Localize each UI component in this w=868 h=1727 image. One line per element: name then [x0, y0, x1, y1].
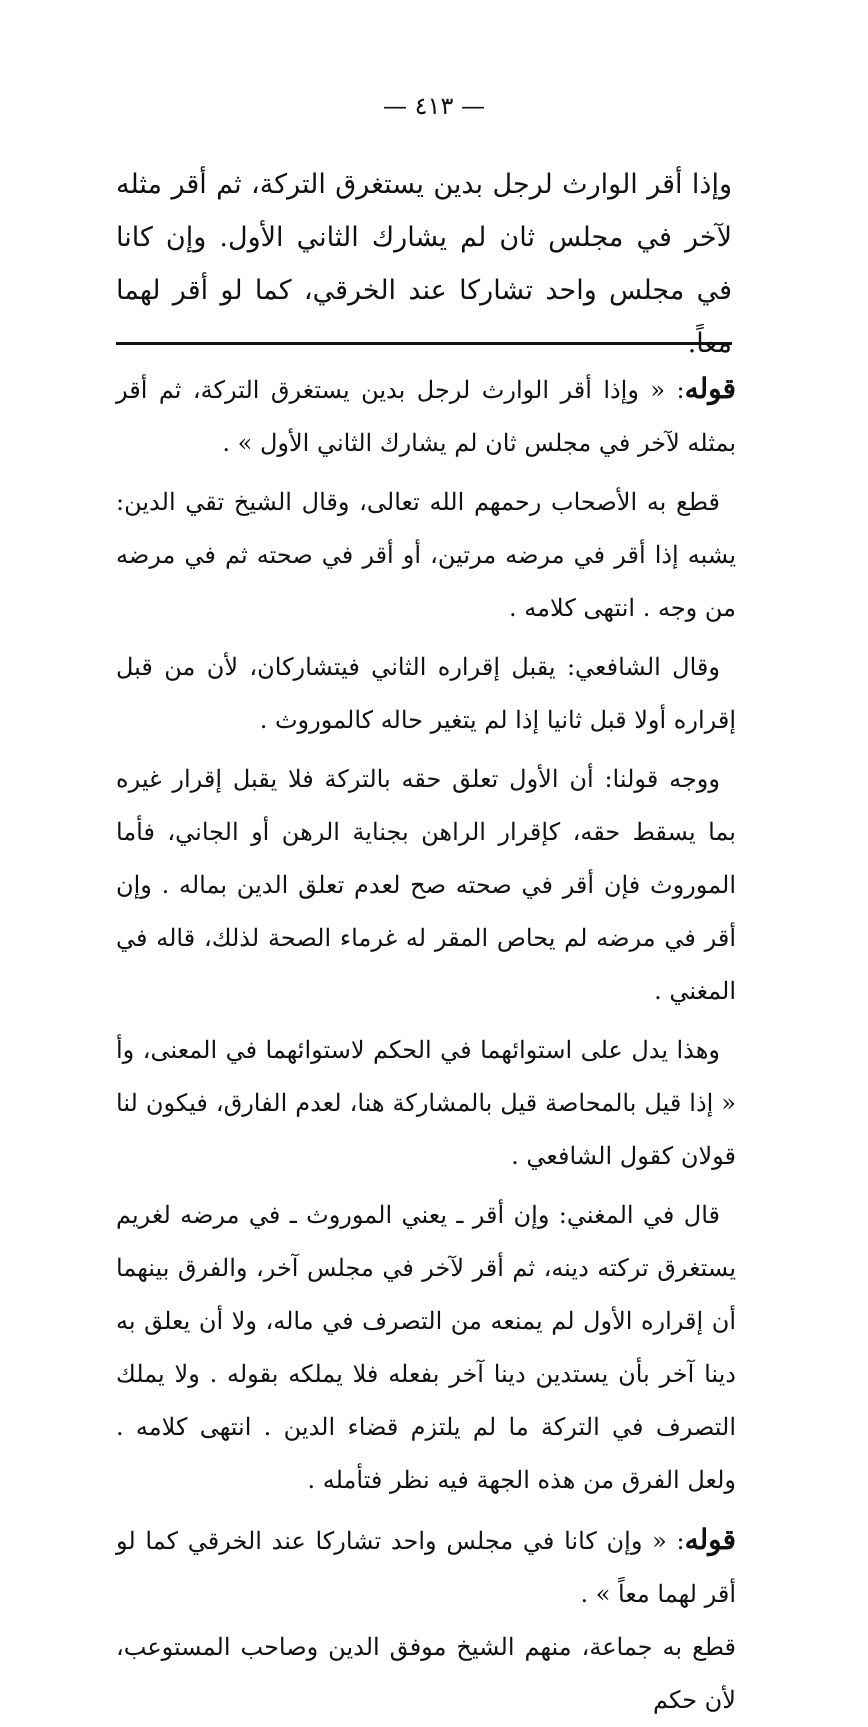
main-text-block	[116, 158, 732, 370]
commentary-paragraph-3: وقال الشافعي: يقبل إقراره الثاني فيتشاركان، لأن من قبل إقراره أولا قبل ثانيا إذا لم يتغير حاله كالموروث .	[116, 653, 736, 734]
keyword-qawluhu: قوله	[684, 372, 736, 405]
main-text-paragraph: وإذا أقر الوارث لرجل بدين يستغرق التركة، ثم أقر مثله لآخر في مجلس ثان لم يشارك الثاني الأول. وإن كانا في مجلس واحد تشاركا عند الخرقي، كما لو أقر لهما معاً.	[116, 169, 732, 359]
keyword-qawluhu: قوله	[684, 1523, 736, 1556]
separator-line	[116, 342, 732, 345]
commentary-paragraph-6: قال في المغني: وإن أقر ـ يعني الموروث ـ في مرضه لغريم يستغرق تركته دينه، ثم أقر لآخر في مجلس آخر، والفرق بينهما أن إقراره الأول لم يمنعه من التصرف في ماله، ولا أن يعلق به دينا آخر بأن يستدين دينا آخر بفعله فلا يملكه بقوله . ولا يملك التصرف في التركة ما لم يلتزم قضاء الدين . انتهى كلامه . ولعل الفرق من هذه الجهة فيه نظر فتأمله .	[116, 1201, 736, 1494]
commentary-paragraph-1	[116, 362, 736, 470]
page-number: — ٤١٣ —	[383, 92, 485, 120]
commentary-paragraph-7-text: : « وإن كانا في مجلس واحد تشاركا عند الخرقي كما لو أقر لهما معاً » .	[116, 1527, 736, 1608]
commentary-paragraph-2: قطع به الأصحاب رحمهم الله تعالى، وقال الشيخ تقي الدين: يشبه إذا أقر في مرضه مرتين، أو أقر في صحته ثم في مرضه من وجه . انتهى كلامه .	[116, 488, 736, 622]
commentary-paragraph-7	[116, 1513, 736, 1621]
commentary-block	[116, 362, 736, 1727]
commentary-paragraph-5: وهذا يدل على استوائهما في الحكم لاستوائهما في المعنى، وأ « إذا قيل بالمحاصة قيل بالمشاركة هنا، لعدم الفارق، فيكون لنا قولان كقول الشافعي .	[116, 1036, 736, 1170]
commentary-paragraph-4: ووجه قولنا: أن الأول تعلق حقه بالتركة فلا يقبل إقرار غيره بما يسقط حقه، كإقرار الراهن بجناية الرهن أو الجاني، فأما الموروث فإن أقر في صحته صح لعدم تعلق الدين بماله . وإن أقر في مرضه لم يحاص المقر له غرماء الصحة لذلك، قاله في المغني .	[116, 765, 737, 1005]
commentary-paragraph-8: قطع به جماعة، منهم الشيخ موفق الدين وصاحب المستوعب، لأن حكم	[116, 1633, 736, 1714]
commentary-paragraph-1-text: : « وإذا أقر الوارث لرجل بدين يستغرق التركة، ثم أقر بمثله لآخر في مجلس ثان لم يشارك الثاني الأول » .	[116, 376, 736, 457]
